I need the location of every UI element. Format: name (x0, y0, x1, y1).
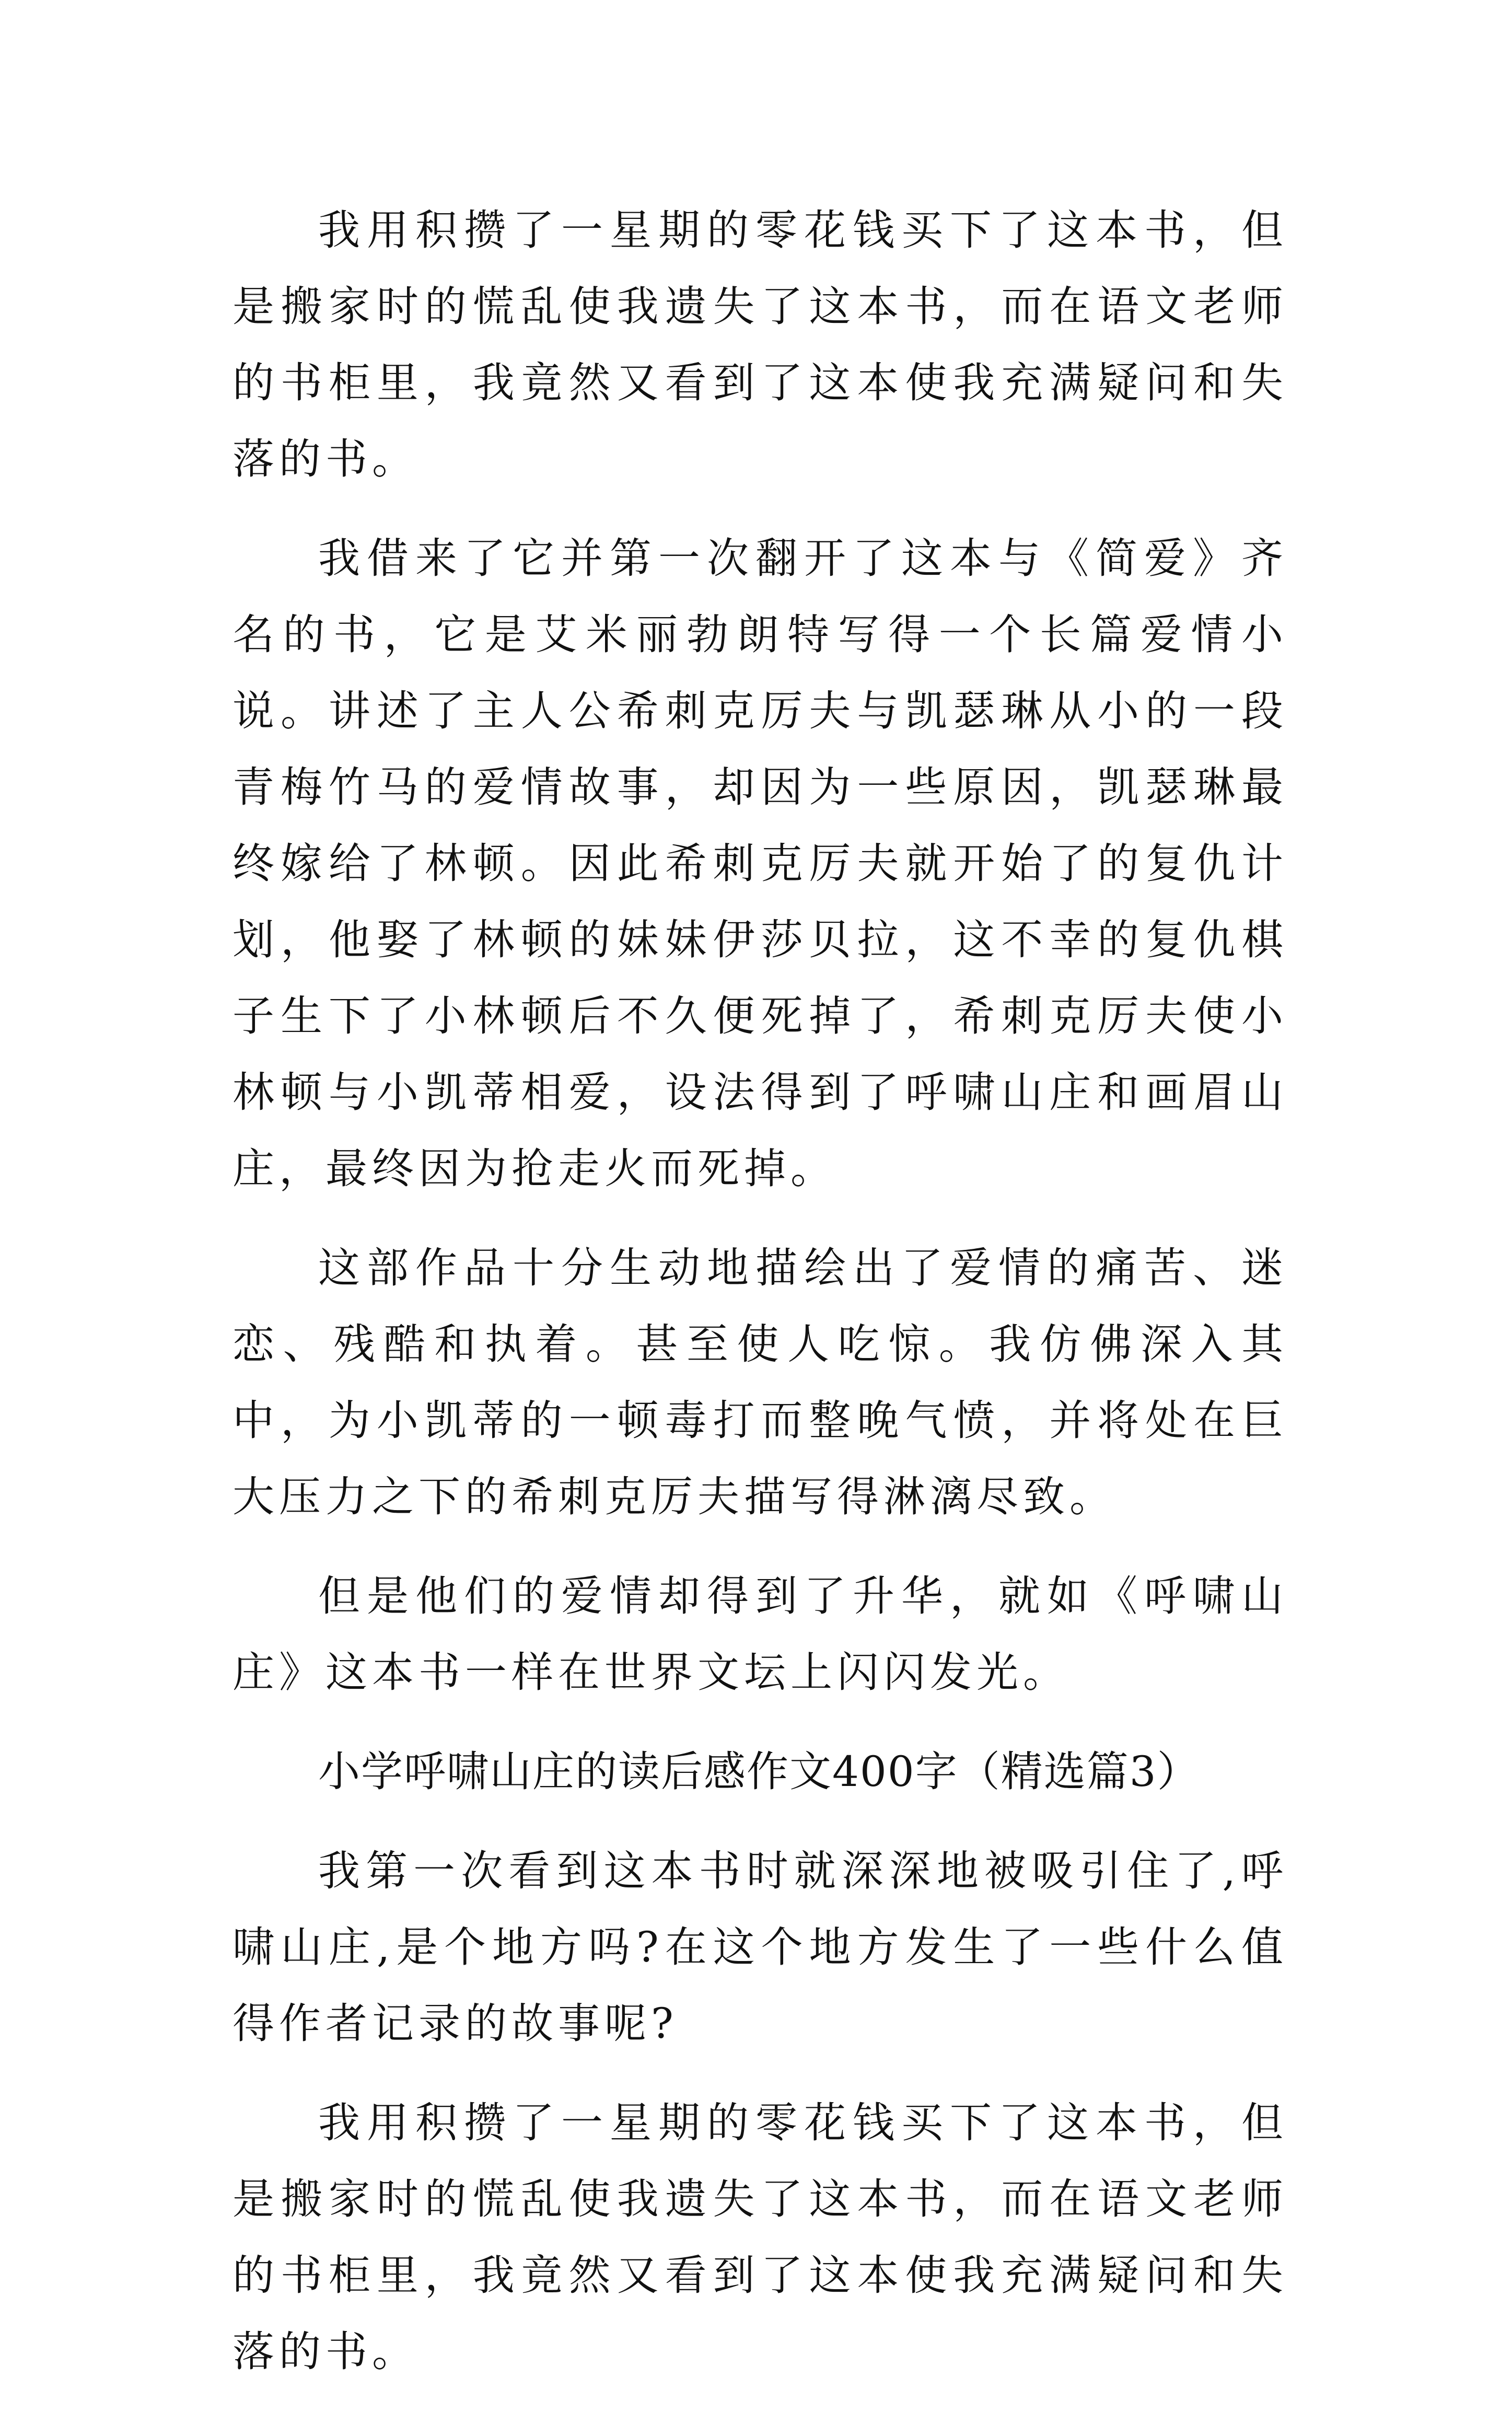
paragraph-2: 我借来了它并第一次翻开了这本与《简爱》齐名的书，它是艾米丽勃朗特写得一个长篇爱情小说。讲述了主人公希刺克厉夫与凯瑟琳从小的一段青梅竹马的爱情故事，却因为一些原因，凯瑟琳最终嫁给了林顿。因此希刺克厉夫就开始了的复仇计划，他娶了林顿的妹妹伊莎贝拉，这不幸的复仇棋子生下了小林顿后不久便死掉了，希刺克厉夫使小林顿与小凯蒂相爱，设法得到了呼啸山庄和画眉山庄，最终因为抢走火而死掉。 (232, 534, 1288, 1193)
section-heading: 小学呼啸山庄的读后感作文400字（精选篇3） (318, 1747, 1200, 1796)
paragraph-4: 但是他们的爱情却得到了升华，就如《呼啸山庄》这本书一样在世界文坛上闪闪发光。 (232, 1572, 1288, 1697)
paragraph-3: 这部作品十分生动地描绘出了爱情的痛苦、迷恋、残酷和执着。甚至使人吃惊。我仿佛深入其中，为小凯蒂的一顿毒打而整晚气愤，并将处在巨大压力之下的希刺克厉夫描写得淋漓尽致。 (232, 1244, 1288, 1521)
paragraph-6: 我用积攒了一星期的零花钱买下了这本书，但是搬家时的慌乱使我遗失了这本书，而在语文老师的书柜里，我竟然又看到了这本使我充满疑问和失落的书。 (232, 2098, 1288, 2376)
paragraph-5: 我第一次看到这本书时就深深地被吸引住了,呼啸山庄,是个地方吗?在这个地方发生了一些什么值得作者记录的故事呢? (232, 1847, 1288, 2048)
paragraph-1: 我用积攒了一星期的零花钱买下了这本书，但是搬家时的慌乱使我遗失了这本书，而在语文老师的书柜里，我竟然又看到了这本使我充满疑问和失落的书。 (232, 206, 1288, 483)
document-body (232, 192, 1288, 2413)
